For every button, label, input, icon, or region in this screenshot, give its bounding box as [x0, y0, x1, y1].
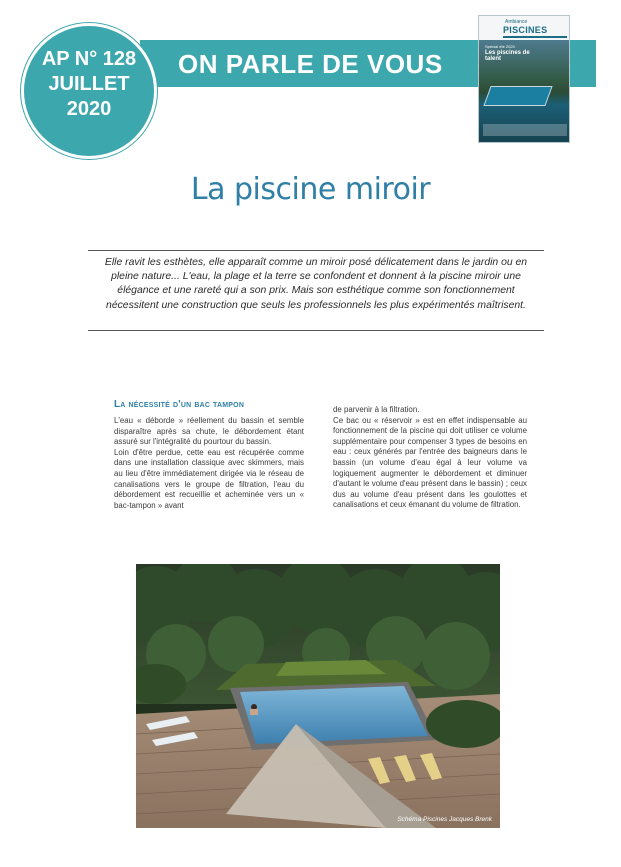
cover-footer-band — [483, 124, 567, 136]
pool-rendering — [136, 564, 500, 828]
paragraph: L'eau « déborde » réellement du bassin et semble disparaître après sa chute, le débordement étant assuré sur l'intégralité du pourtour du bassin. — [114, 416, 304, 447]
paragraph: Loin d'être perdue, cette eau est récupérée comme dans une installation classique avec skimmers, mais au lieu d'être immédiatement dirigée via le réseau de canalisations vers le groupe de filtration, l'eau du débordement est recueillie et acheminée vers un « bac-tampon » avant — [114, 447, 304, 510]
paragraph: Ce bac ou « réservoir » est en effet indispensable au fonctionnement de la piscine qui doit utiliser ce volume supplémentaire pour compenser 3 types de besoins en eau : ceux générés par l'entrée des baigneurs dans le bassin (un volume d'eau égal à leur volume va logiquement augmenter le débordement et diminuer d'autant le volume d'eau présent dans le bassin) ; ceux dus au volume d'eau présent dans les goulottes et canalisations et ceux émanant du volume de filtration. — [333, 415, 527, 510]
paragraph: de parvenir à la filtration. — [333, 405, 420, 414]
text-column-1 — [114, 416, 304, 511]
issue-year: 2020 — [66, 98, 112, 120]
magazine-cover — [478, 15, 570, 143]
section-title: ON PARLE DE VOUS — [178, 49, 443, 79]
cover-kicker: Spécial été 2020 — [485, 44, 515, 49]
cover-brand-small: Ambiance — [505, 19, 528, 25]
article-intro: Elle ravit les esthètes, elle apparaît comme un miroir posé délicatement dans le jardin ou en pleine nature... L'eau, la plage et la terre se confondent et donnent à la piscine miroir une élégance et une rareté qui a son prix. Mais son esthétique comme son fonctionnement nécessitent une construction que seuls les professionnels les plus expérimentés maîtrisent. — [104, 257, 528, 311]
figure-credit: Schéma Piscines Jacques Brenk — [397, 816, 492, 823]
text-column-2 — [333, 405, 527, 511]
section-heading-text: La nécessité d'un bac tampon — [114, 399, 245, 410]
article-title: La piscine miroir — [190, 172, 431, 207]
intro-bottom-rule — [88, 330, 544, 331]
cover-brand: PISCINES — [503, 25, 548, 35]
section-heading — [114, 399, 304, 410]
cover-pool-shape — [483, 86, 552, 106]
cover-headline: Les piscines de talent — [485, 50, 530, 62]
cover-divider — [503, 36, 567, 38]
issue-month: JUILLET — [48, 73, 130, 95]
issue-number: AP N° 128 — [41, 48, 137, 70]
intro-top-rule — [88, 250, 544, 251]
pool-rendering-illustration — [136, 564, 500, 828]
